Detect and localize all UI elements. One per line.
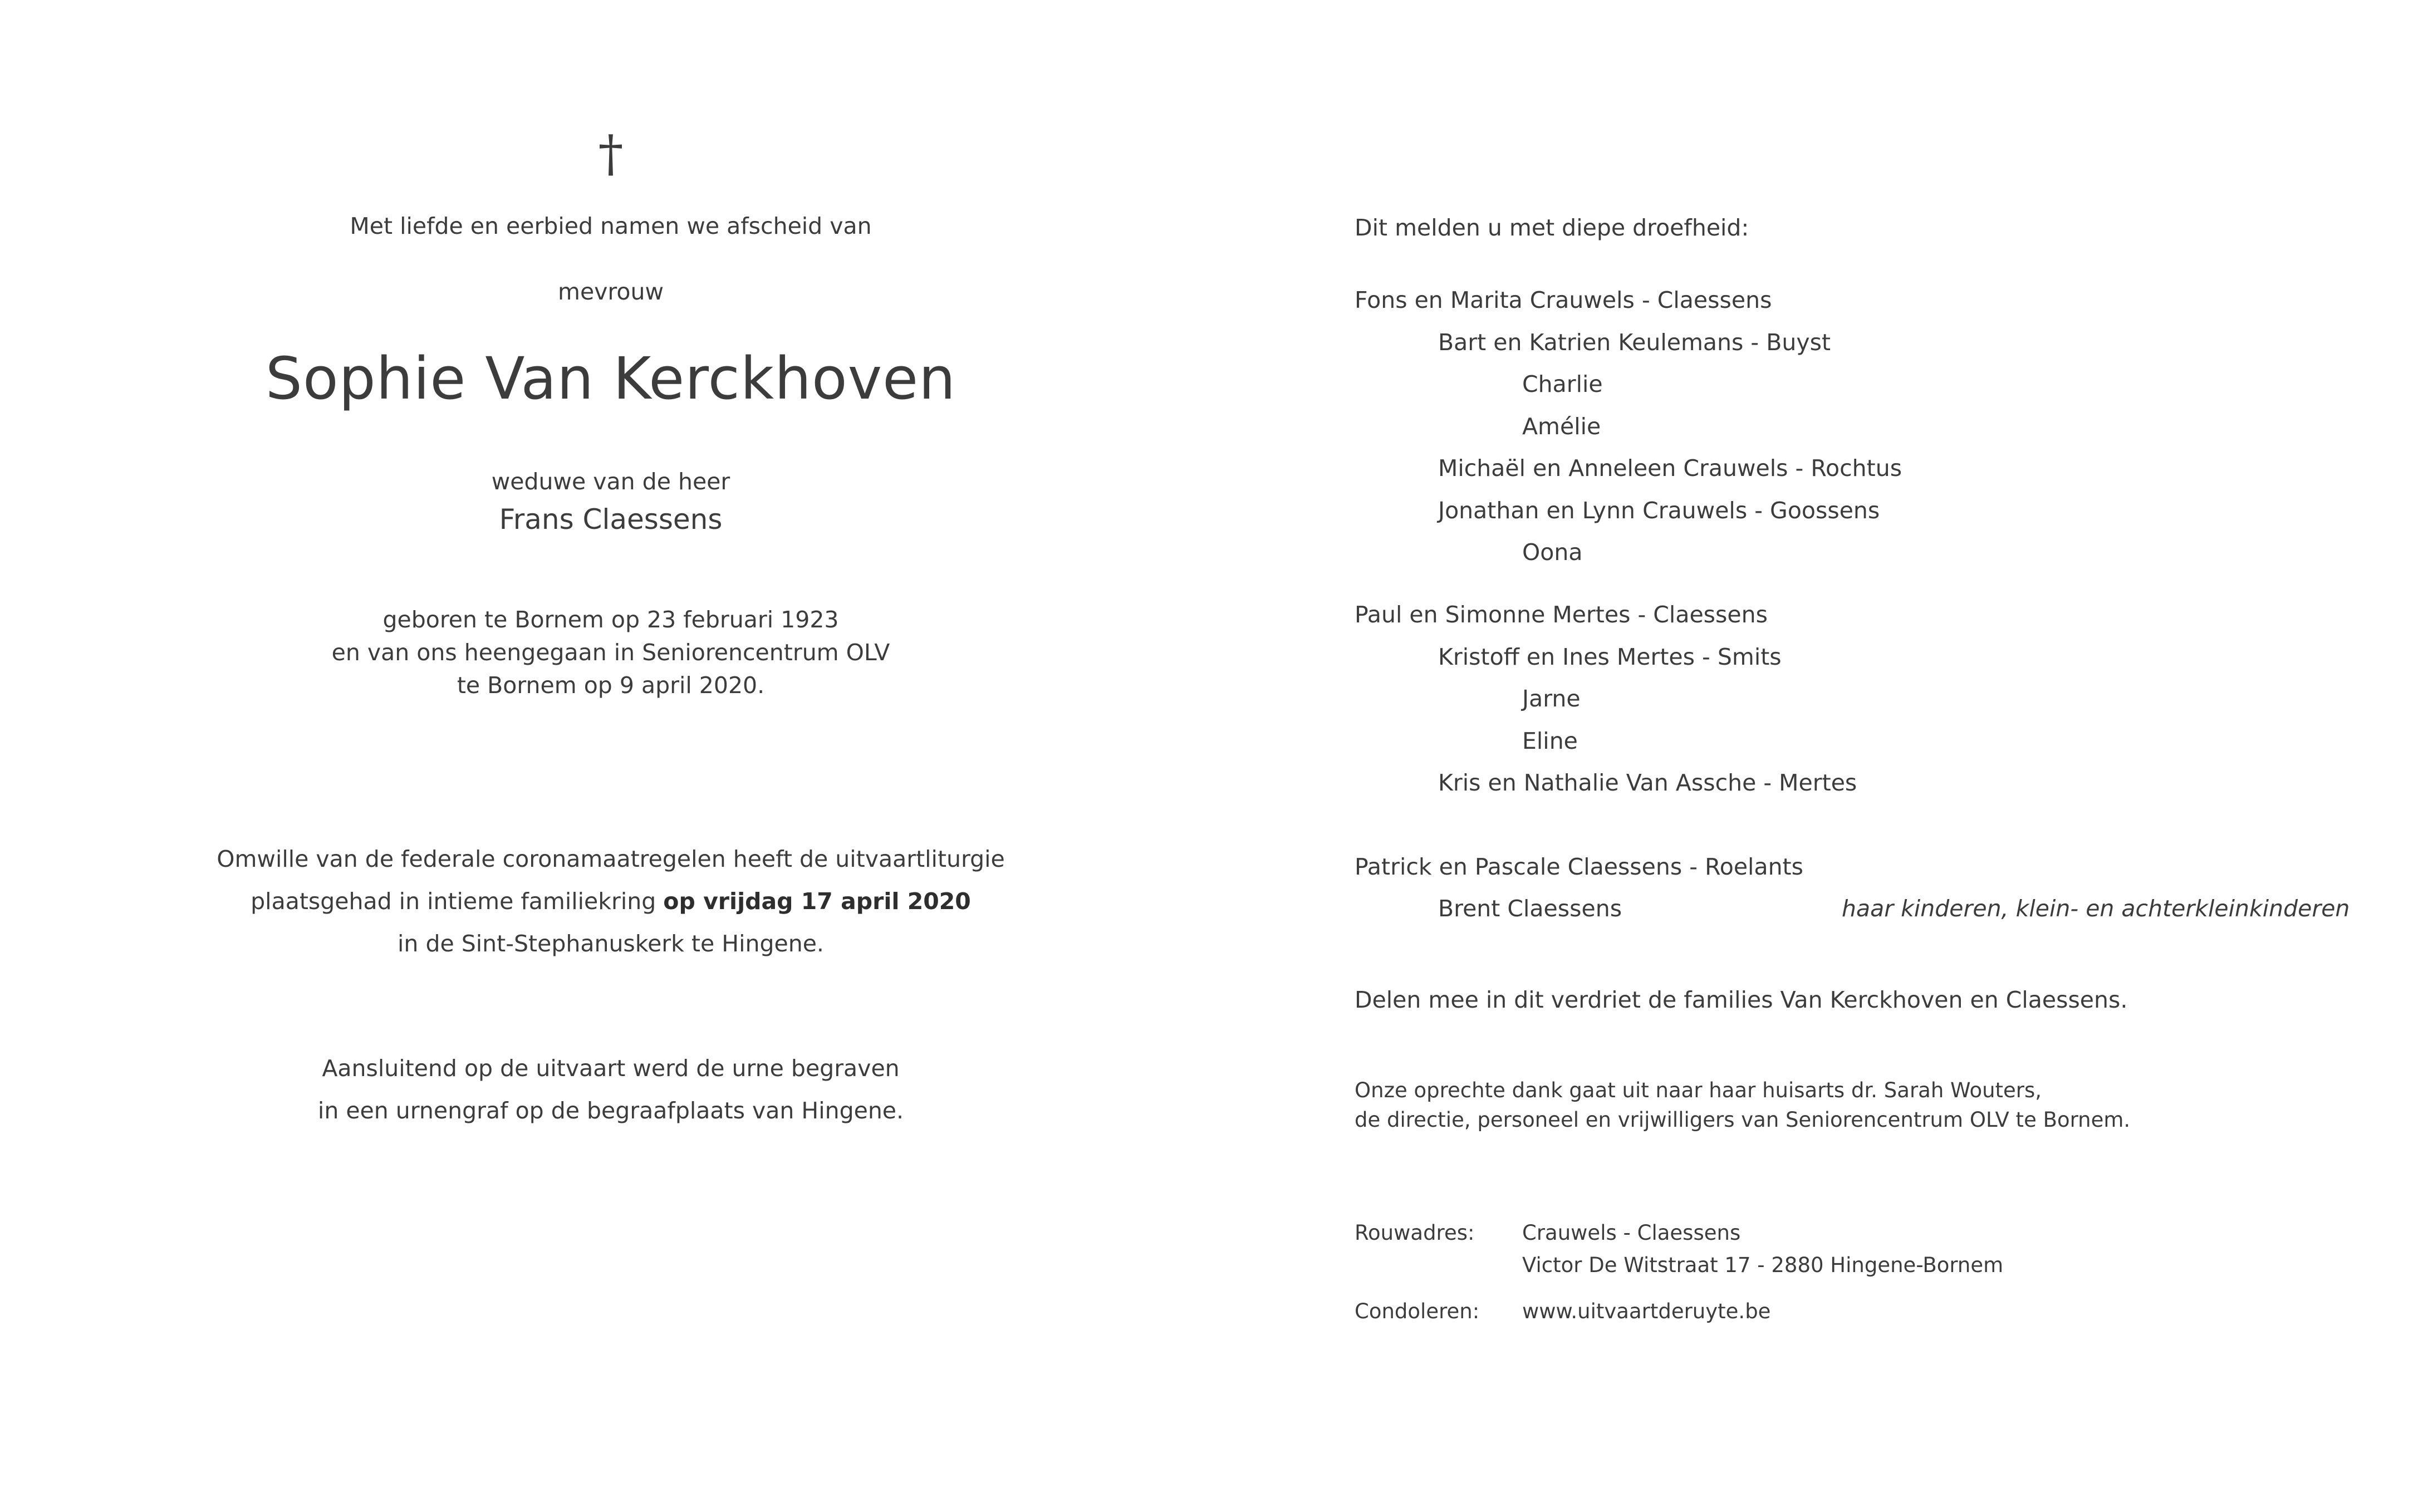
family-member: Bart en Katrien Keulemans - Buyst [1438,329,1831,356]
announce-text: Dit melden u met diepe droefheid: [1355,214,1749,241]
family-member: Brent Claessens [1438,895,1622,922]
family-member: Jarne [1522,685,1581,712]
died-text-line1: en van ons heengegaan in Seniorencentrum OLV [331,639,890,666]
ceremony-date: op vrijdag 17 april 2020 [663,888,971,915]
address-line2: Victor De Witstraat 17 - 2880 Hingene-Bornem [1522,1253,2004,1277]
family-member: Charlie [1522,371,1603,397]
died-text-line2: te Bornem op 9 april 2020. [457,672,765,699]
family-member: Amélie [1522,413,1601,440]
family-member: Jonathan en Lynn Crauwels - Goossens [1438,497,1880,524]
family-member: Kristoff en Ines Mertes - Smits [1438,644,1782,670]
ceremony-line3: in de Sint-Stephanuskerk te Hingene. [398,930,824,957]
widow-of-text: weduwe van de heer [491,468,730,495]
families-text: Delen mee in dit verdriet de families Van Kerckhoven en Claessens. [1355,986,2128,1013]
family-member: Eline [1522,728,1578,754]
family-member: Patrick en Pascale Claessens - Roelants [1355,853,1803,880]
title-text: mevrouw [558,278,664,305]
family-member: Kris en Nathalie Van Assche - Mertes [1438,769,1857,796]
address-label: Rouwadres: [1355,1221,1475,1245]
ceremony-line1: Omwille van de federale coronamaatregelen heeft de uitvaartliturgie [217,846,1005,872]
burial-line1: Aansluitend op de uitvaart werd de urne begraven [322,1055,900,1082]
deceased-name: Sophie Van Kerckhoven [265,345,956,413]
burial-line2: in een urnengraf op de begraafplaats van Hingene. [317,1097,904,1124]
ceremony-line2 [193,890,1028,913]
ceremony-line2-text: plaatsgehad in intieme familiekring [251,888,664,915]
thanks-line2: de directie, personeel en vrijwilligers van Seniorencentrum OLV te Bornem. [1355,1108,2131,1132]
thanks-line1: Onze oprechte dank gaat uit naar haar huisarts dr. Sarah Wouters, [1355,1078,2042,1102]
family-member: Oona [1522,539,1583,566]
condolence-label: Condoleren: [1355,1299,1480,1323]
husband-name: Frans Claessens [499,503,723,536]
intro-text: Met liefde en eerbied namen we afscheid van [350,213,872,239]
born-text: geboren te Bornem op 23 februari 1923 [382,606,839,633]
family-member: Michaël en Anneleen Crauwels - Rochtus [1438,455,1902,482]
condolence-url[interactable]: www.uitvaartderuyte.be [1522,1299,1771,1323]
family-member: Fons en Marita Crauwels - Claessens [1355,287,1772,313]
family-member: Paul en Simonne Mertes - Claessens [1355,601,1768,628]
address-line1: Crauwels - Claessens [1522,1221,1741,1245]
family-caption: haar kinderen, klein- en achterkleinkinderen [1842,895,2350,922]
cross-symbol: † [598,125,624,183]
